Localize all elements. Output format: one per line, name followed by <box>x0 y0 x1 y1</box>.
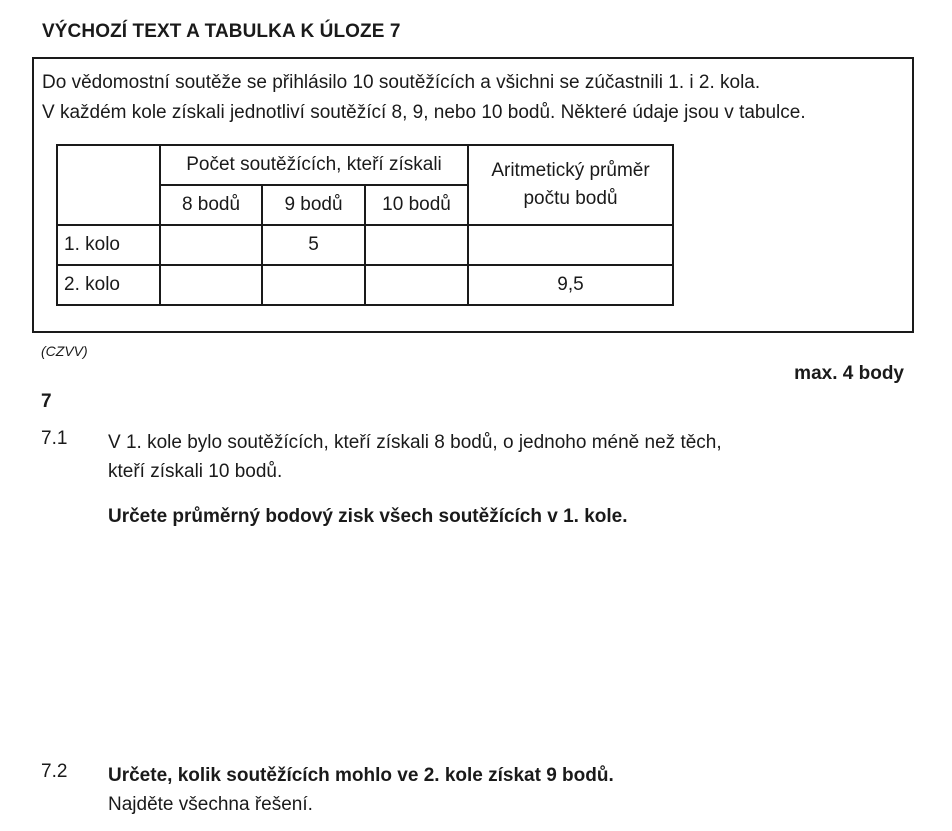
subquestion-7-1-line-1: V 1. kole bylo soutěžících, kteří získali 8 bodů, o jednoho méně než těch, <box>108 432 722 453</box>
average-header-line-2: počtu bodů <box>523 188 618 209</box>
subquestion-7-1-line-2: kteří získali 10 bodů. <box>108 461 283 482</box>
table-corner-cell <box>57 145 160 225</box>
table-row <box>57 265 673 305</box>
column-header: 10 bodů <box>365 185 468 225</box>
results-table <box>56 144 674 306</box>
intro-line-2: V každém kole získali jednotliví soutěžící 8, 9, nebo 10 bodů. Některé údaje jsou v tabulce. <box>42 102 806 123</box>
row-label: 2. kolo <box>57 265 160 305</box>
table-cell: 5 <box>262 225 365 265</box>
subquestion-7-2-task: Určete, kolik soutěžících mohlo ve 2. kole získat 9 bodů. <box>108 765 614 786</box>
average-header-line-1: Aritmetický průměr <box>491 160 650 181</box>
subquestion-number-7-1: 7.1 <box>41 428 68 449</box>
table-row <box>57 225 673 265</box>
question-number: 7 <box>41 391 52 412</box>
table-cell <box>160 265 262 305</box>
source-text-box <box>32 57 914 333</box>
row-label: 1. kolo <box>57 225 160 265</box>
subquestion-7-1-text <box>108 428 722 486</box>
table-cell <box>468 225 673 265</box>
page-heading: VÝCHOZÍ TEXT A TABULKA K ÚLOZE 7 <box>42 21 401 42</box>
table-cell <box>365 265 468 305</box>
column-header: 8 bodů <box>160 185 262 225</box>
table-header-row <box>57 145 673 185</box>
subquestion-number-7-2: 7.2 <box>41 761 68 782</box>
intro-text <box>42 68 806 128</box>
table-cell <box>262 265 365 305</box>
subquestion-7-2-text <box>108 761 614 819</box>
subquestion-7-2-note: Najděte všechna řešení. <box>108 794 313 815</box>
subquestion-7-1-task: Určete průměrný bodový zisk všech soutěžících v 1. kole. <box>108 506 628 527</box>
table-cell <box>365 225 468 265</box>
column-header: 9 bodů <box>262 185 365 225</box>
group-header-cell: Počet soutěžících, kteří získali <box>160 145 468 185</box>
table-cell: 9,5 <box>468 265 673 305</box>
max-points: max. 4 body <box>794 363 904 384</box>
intro-line-1: Do vědomostní soutěže se přihlásilo 10 soutěžících a všichni se zúčastnili 1. i 2. kola. <box>42 72 761 93</box>
source-note: (CZVV) <box>41 343 88 359</box>
average-header-cell <box>468 145 673 225</box>
table-cell <box>160 225 262 265</box>
